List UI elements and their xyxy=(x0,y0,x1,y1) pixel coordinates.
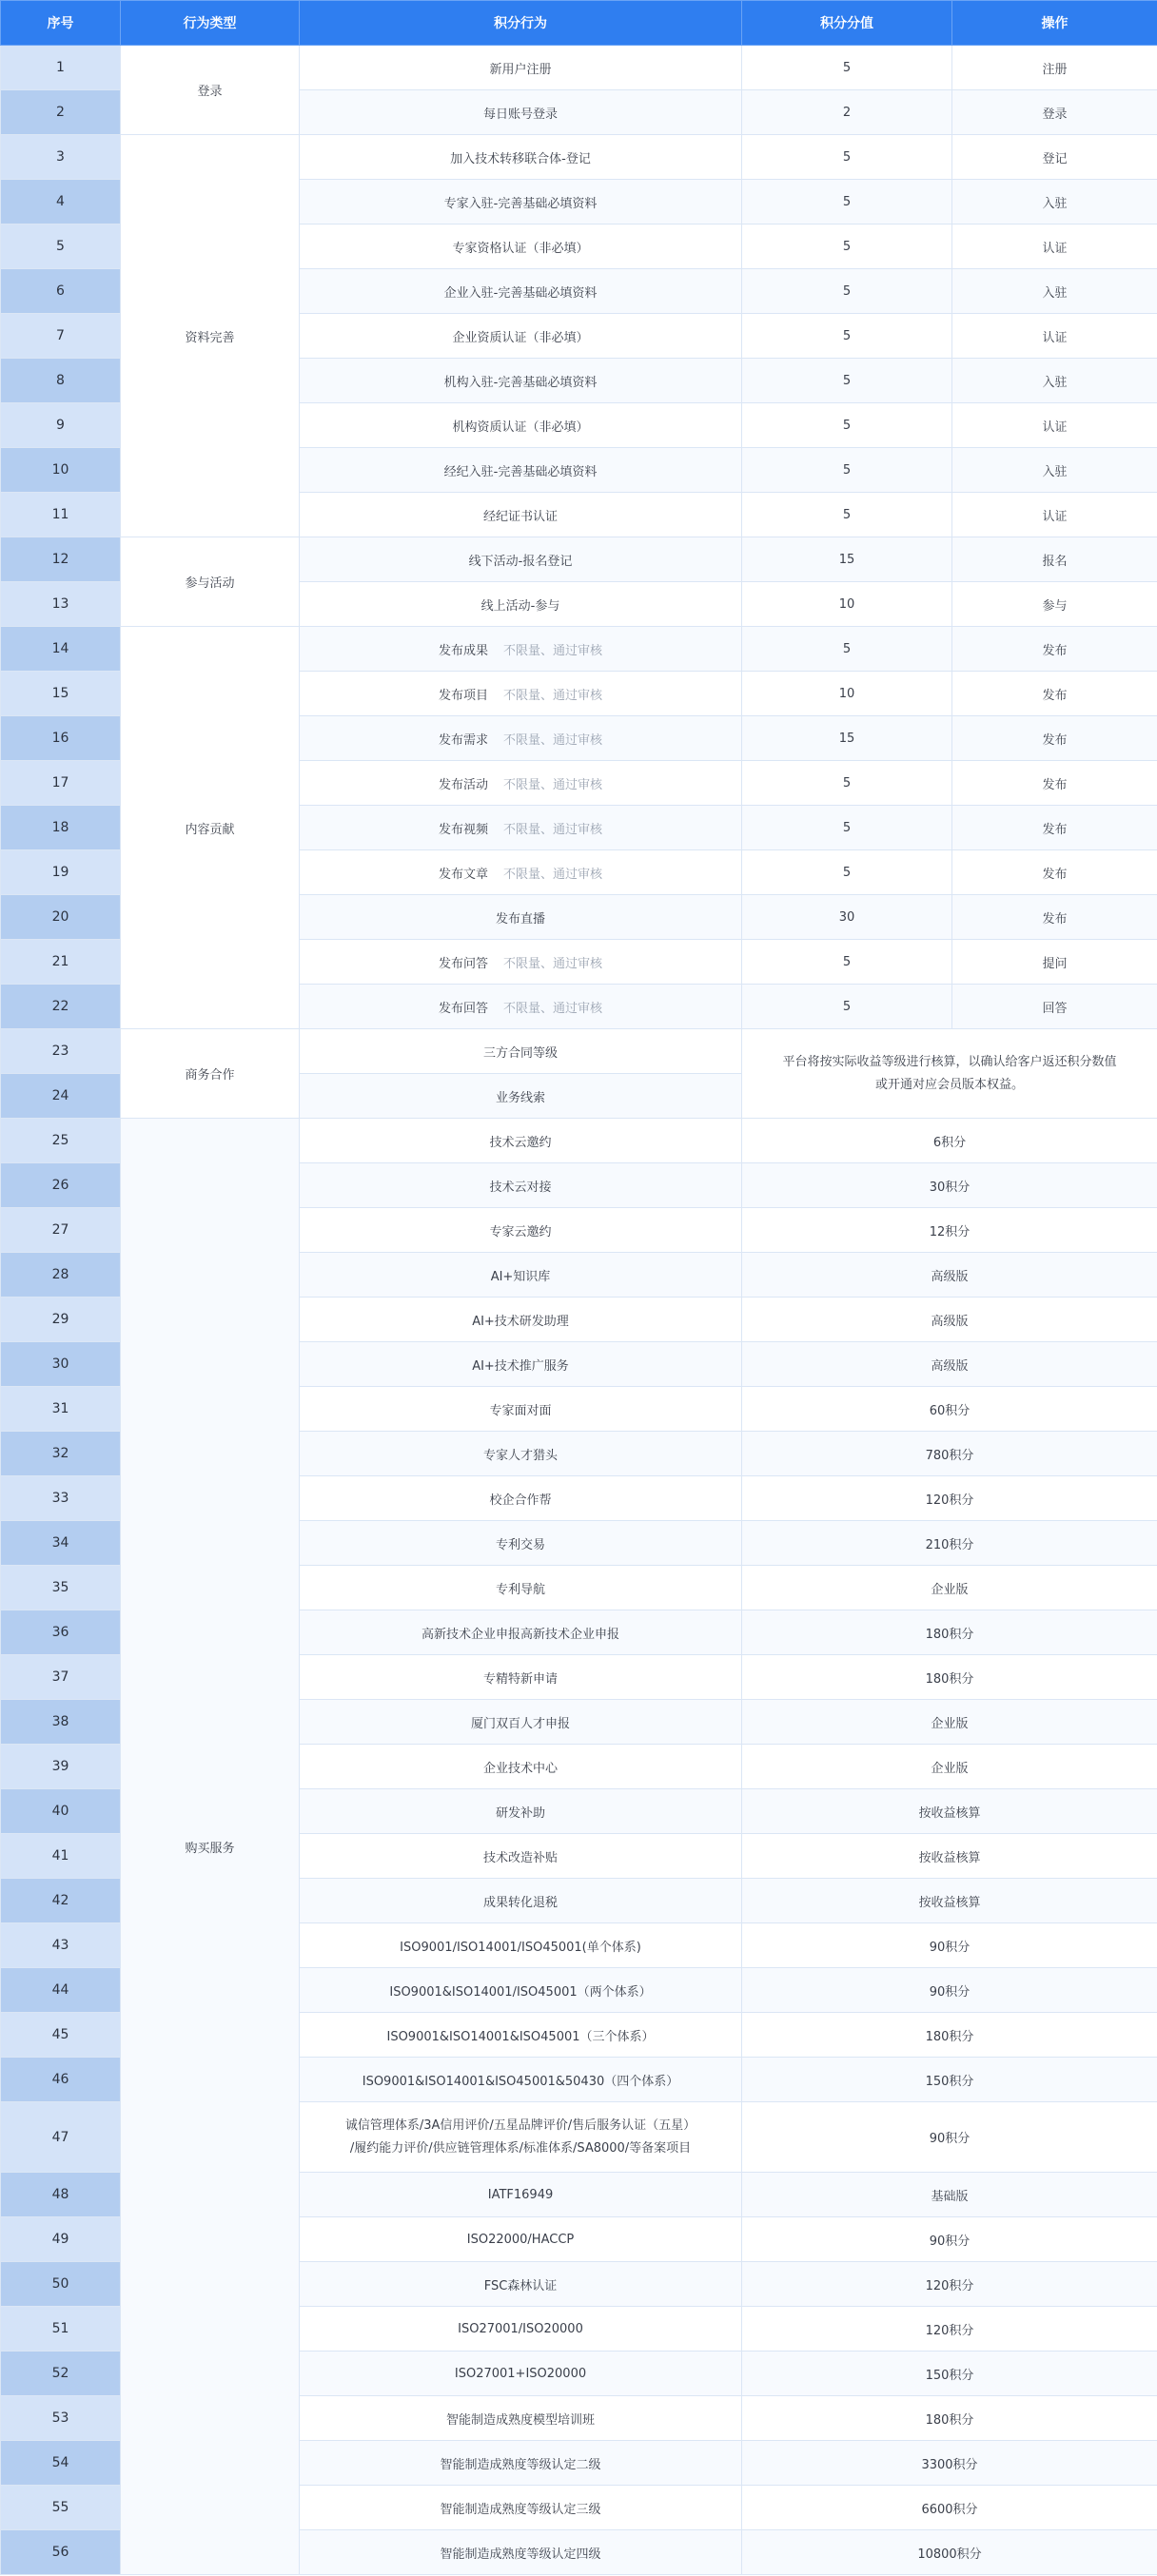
row-index: 29 xyxy=(1,1298,121,1342)
value-cell: 企业版 xyxy=(742,1566,1157,1610)
row-index: 7 xyxy=(1,314,121,359)
action-note: 不限量、通过审核 xyxy=(503,732,603,748)
row-index: 21 xyxy=(1,940,121,985)
action-text: ISO9001&ISO14001&ISO45001&50430（四个体系） xyxy=(362,2074,679,2089)
value-cell: 5 xyxy=(742,493,952,537)
action-cell xyxy=(300,2013,742,2058)
operation-cell: 发布 xyxy=(952,806,1157,850)
value-cell: 15 xyxy=(742,716,952,761)
action-cell xyxy=(300,1834,742,1879)
value-cell: 2 xyxy=(742,90,952,135)
value-cell: 5 xyxy=(742,850,952,895)
action-text: 发布文章 xyxy=(438,867,488,882)
action-text: ISO9001&ISO14001/ISO45001（两个体系） xyxy=(389,1984,652,2000)
row-index: 35 xyxy=(1,1566,121,1610)
value-cell: 5 xyxy=(742,359,952,403)
row-index: 34 xyxy=(1,1521,121,1566)
action-text: 专利交易 xyxy=(495,1537,545,1552)
row-index: 17 xyxy=(1,761,121,806)
action-text: ISO22000/HACCP xyxy=(466,2232,575,2247)
row-index: 39 xyxy=(1,1745,121,1789)
action-cell xyxy=(300,46,742,90)
value-cell: 60积分 xyxy=(742,1387,1157,1432)
action-text: 机构入驻-完善基础必填资料 xyxy=(443,375,598,390)
action-cell xyxy=(300,2262,742,2307)
value-cell: 5 xyxy=(742,806,952,850)
header-operation: 操作 xyxy=(952,1,1157,46)
value-cell: 企业版 xyxy=(742,1745,1157,1789)
action-cell xyxy=(300,2217,742,2262)
value-cell: 30积分 xyxy=(742,1163,1157,1208)
row-index: 18 xyxy=(1,806,121,850)
action-cell xyxy=(300,1789,742,1834)
operation-cell: 回答 xyxy=(952,985,1157,1029)
action-text: 发布活动 xyxy=(438,777,488,792)
operation-cell: 登录 xyxy=(952,90,1157,135)
action-cell xyxy=(300,224,742,269)
header-action: 积分行为 xyxy=(300,1,742,46)
action-text: AI+技术推广服务 xyxy=(472,1358,569,1374)
action-text: 企业入驻-完善基础必填资料 xyxy=(443,285,598,301)
action-text: 智能制造成熟度等级认定三级 xyxy=(440,2502,601,2517)
action-note: 不限量、通过审核 xyxy=(503,688,603,703)
row-index: 36 xyxy=(1,1610,121,1655)
row-index: 3 xyxy=(1,135,121,180)
action-cell xyxy=(300,359,742,403)
row-index: 43 xyxy=(1,1923,121,1968)
operation-cell: 入驻 xyxy=(952,359,1157,403)
row-index: 26 xyxy=(1,1163,121,1208)
row-index: 40 xyxy=(1,1789,121,1834)
row-index: 27 xyxy=(1,1208,121,1253)
row-index: 15 xyxy=(1,672,121,716)
value-cell: 180积分 xyxy=(742,2013,1157,2058)
action-cell xyxy=(300,90,742,135)
value-cell: 按收益核算 xyxy=(742,1879,1157,1923)
row-index: 14 xyxy=(1,627,121,672)
action-cell xyxy=(300,1566,742,1610)
action-cell xyxy=(300,1119,742,1163)
action-text: 发布问答 xyxy=(438,956,488,971)
value-cell: 5 xyxy=(742,448,952,493)
operation-cell: 参与 xyxy=(952,582,1157,627)
action-cell xyxy=(300,2441,742,2486)
value-cell: 按收益核算 xyxy=(742,1789,1157,1834)
value-cell: 15 xyxy=(742,537,952,582)
action-cell xyxy=(300,2530,742,2575)
table-row xyxy=(1,537,1157,582)
row-index: 10 xyxy=(1,448,121,493)
action-text: ISO27001/ISO20000 xyxy=(458,2321,583,2336)
value-cell: 基础版 xyxy=(742,2173,1157,2217)
row-index: 49 xyxy=(1,2217,121,2262)
action-text: 发布成果 xyxy=(438,643,488,658)
action-text: ISO9001/ISO14001/ISO45001(单个体系) xyxy=(400,1940,641,1955)
value-cell: 按收益核算 xyxy=(742,1834,1157,1879)
value-cell: 5 xyxy=(742,314,952,359)
action-cell xyxy=(300,1700,742,1745)
action-text: 企业技术中心 xyxy=(482,1761,558,1776)
row-index: 54 xyxy=(1,2441,121,2486)
header-value: 积分分值 xyxy=(742,1,952,46)
value-cell: 高级版 xyxy=(742,1298,1157,1342)
action-text: 发布回答 xyxy=(438,1001,488,1016)
action-cell xyxy=(300,2102,742,2173)
value-cell: 180积分 xyxy=(742,1610,1157,1655)
action-note: 不限量、通过审核 xyxy=(503,822,603,837)
action-text: 专家资格认证（非必填） xyxy=(452,241,589,256)
value-cell: 10 xyxy=(742,672,952,716)
operation-cell: 认证 xyxy=(952,314,1157,359)
row-index: 52 xyxy=(1,2352,121,2396)
action-cell xyxy=(300,582,742,627)
row-index: 41 xyxy=(1,1834,121,1879)
action-note: 不限量、通过审核 xyxy=(503,777,603,792)
value-cell: 5 xyxy=(742,985,952,1029)
operation-cell: 注册 xyxy=(952,46,1157,90)
action-cell xyxy=(300,1387,742,1432)
row-index: 31 xyxy=(1,1387,121,1432)
action-text: 专家人才猎头 xyxy=(482,1448,558,1463)
value-cell: 90积分 xyxy=(742,2102,1157,2173)
value-cell: 150积分 xyxy=(742,2352,1157,2396)
action-cell xyxy=(300,1342,742,1387)
action-text: 校企合作帮 xyxy=(489,1493,552,1508)
action-cell xyxy=(300,269,742,314)
value-cell: 企业版 xyxy=(742,1700,1157,1745)
action-cell xyxy=(300,135,742,180)
value-cell: 5 xyxy=(742,761,952,806)
action-text: 技术云邀约 xyxy=(489,1135,552,1150)
operation-cell: 入驻 xyxy=(952,180,1157,224)
action-cell xyxy=(300,180,742,224)
action-cell xyxy=(300,1208,742,1253)
action-text: ISO9001&ISO14001&ISO45001（三个体系） xyxy=(386,2029,655,2044)
action-text: 发布视频 xyxy=(438,822,488,837)
row-index: 4 xyxy=(1,180,121,224)
category-cell: 内容贡献 xyxy=(121,627,300,1029)
row-index: 30 xyxy=(1,1342,121,1387)
operation-cell: 发布 xyxy=(952,716,1157,761)
value-cell: 90积分 xyxy=(742,1968,1157,2013)
action-cell xyxy=(300,1074,742,1119)
category-cell: 登录 xyxy=(121,46,300,135)
action-text: 发布需求 xyxy=(438,732,488,748)
action-cell xyxy=(300,627,742,672)
action-cell xyxy=(300,403,742,448)
row-index: 45 xyxy=(1,2013,121,2058)
action-text: 专家面对面 xyxy=(489,1403,552,1418)
row-index: 32 xyxy=(1,1432,121,1476)
action-cell xyxy=(300,1476,742,1521)
action-cell xyxy=(300,985,742,1029)
value-cell: 5 xyxy=(742,46,952,90)
value-cell: 12积分 xyxy=(742,1208,1157,1253)
action-text: 专家入驻-完善基础必填资料 xyxy=(443,196,598,211)
action-text: ISO27001+ISO20000 xyxy=(454,2366,587,2381)
table-row xyxy=(1,135,1157,180)
action-text: 智能制造成熟度模型培训班 xyxy=(445,2412,595,2428)
action-text: 经纪证书认证 xyxy=(482,509,558,524)
operation-cell: 报名 xyxy=(952,537,1157,582)
row-index: 19 xyxy=(1,850,121,895)
operation-cell: 发布 xyxy=(952,672,1157,716)
row-index: 13 xyxy=(1,582,121,627)
operation-cell: 提问 xyxy=(952,940,1157,985)
row-index: 42 xyxy=(1,1879,121,1923)
value-cell: 120积分 xyxy=(742,2262,1157,2307)
row-index: 1 xyxy=(1,46,121,90)
action-cell xyxy=(300,1253,742,1298)
action-cell xyxy=(300,2486,742,2530)
table-row xyxy=(1,1029,1157,1074)
value-cell: 5 xyxy=(742,224,952,269)
action-text: 智能制造成熟度等级认定四级 xyxy=(440,2547,601,2562)
row-index: 28 xyxy=(1,1253,121,1298)
value-cell: 780积分 xyxy=(742,1432,1157,1476)
operation-cell: 认证 xyxy=(952,224,1157,269)
row-index: 8 xyxy=(1,359,121,403)
action-text: 技术改造补贴 xyxy=(482,1850,558,1865)
row-index: 25 xyxy=(1,1119,121,1163)
operation-cell: 发布 xyxy=(952,850,1157,895)
action-text: 成果转化退税 xyxy=(482,1895,558,1910)
value-cell: 5 xyxy=(742,180,952,224)
action-cell xyxy=(300,1163,742,1208)
operation-cell: 发布 xyxy=(952,627,1157,672)
action-note: 不限量、通过审核 xyxy=(503,956,603,971)
action-cell xyxy=(300,1879,742,1923)
value-cell: 150积分 xyxy=(742,2058,1157,2102)
row-index: 6 xyxy=(1,269,121,314)
action-cell xyxy=(300,2173,742,2217)
action-cell xyxy=(300,1432,742,1476)
operation-cell: 登记 xyxy=(952,135,1157,180)
action-note: 不限量、通过审核 xyxy=(503,643,603,658)
action-cell xyxy=(300,761,742,806)
action-cell xyxy=(300,1745,742,1789)
value-cell: 高级版 xyxy=(742,1253,1157,1298)
row-index: 55 xyxy=(1,2486,121,2530)
action-text: 新用户注册 xyxy=(489,62,552,77)
action-text: 业务线索 xyxy=(495,1090,545,1105)
action-note: 不限量、通过审核 xyxy=(503,1001,603,1016)
value-cell: 6600积分 xyxy=(742,2486,1157,2530)
action-cell xyxy=(300,2307,742,2352)
action-text: 专家云邀约 xyxy=(489,1224,552,1239)
action-text: 高新技术企业申报高新技术企业申报 xyxy=(421,1627,619,1642)
action-cell xyxy=(300,806,742,850)
action-text: 企业资质认证（非必填） xyxy=(452,330,589,345)
action-cell xyxy=(300,716,742,761)
value-cell: 5 xyxy=(742,627,952,672)
action-text: 经纪入驻-完善基础必填资料 xyxy=(443,464,598,479)
action-cell xyxy=(300,1521,742,1566)
action-cell xyxy=(300,1029,742,1074)
category-cell: 购买服务 xyxy=(121,1119,300,2575)
action-cell xyxy=(300,493,742,537)
value-cell: 180积分 xyxy=(742,1655,1157,1700)
category-cell: 商务合作 xyxy=(121,1029,300,1119)
action-cell xyxy=(300,537,742,582)
category-cell: 参与活动 xyxy=(121,537,300,627)
action-text: 发布项目 xyxy=(438,688,488,703)
action-cell xyxy=(300,850,742,895)
value-cell: 180积分 xyxy=(742,2396,1157,2441)
value-cell: 10800积分 xyxy=(742,2530,1157,2575)
row-index: 16 xyxy=(1,716,121,761)
table-row xyxy=(1,46,1157,90)
value-cell: 30 xyxy=(742,895,952,940)
action-text: 发布直播 xyxy=(495,911,545,927)
row-index: 51 xyxy=(1,2307,121,2352)
action-text-line: /履约能力评价/供应链管理体系/标准体系/SA8000/等备案项目 xyxy=(349,2140,692,2156)
table-body xyxy=(1,46,1157,2575)
action-cell xyxy=(300,940,742,985)
action-text: 线下活动-报名登记 xyxy=(468,554,573,569)
operation-cell: 认证 xyxy=(952,493,1157,537)
action-text: 技术云对接 xyxy=(489,1180,552,1195)
row-index: 5 xyxy=(1,224,121,269)
operation-cell: 入驻 xyxy=(952,269,1157,314)
action-cell xyxy=(300,314,742,359)
value-cell: 10 xyxy=(742,582,952,627)
operation-cell: 入驻 xyxy=(952,448,1157,493)
action-text: 智能制造成熟度等级认定二级 xyxy=(440,2457,601,2472)
action-text: 三方合同等级 xyxy=(482,1045,558,1061)
action-text: 机构资质认证（非必填） xyxy=(452,420,589,435)
action-text: 专利导航 xyxy=(495,1582,545,1597)
action-text: IATF16949 xyxy=(487,2187,554,2202)
value-cell: 5 xyxy=(742,269,952,314)
row-index: 22 xyxy=(1,985,121,1029)
value-cell: 6积分 xyxy=(742,1119,1157,1163)
operation-cell: 发布 xyxy=(952,895,1157,940)
action-cell xyxy=(300,1655,742,1700)
action-text-block xyxy=(345,2115,696,2160)
table-row xyxy=(1,1119,1157,1163)
row-index: 11 xyxy=(1,493,121,537)
value-cell: 90积分 xyxy=(742,1923,1157,1968)
value-cell: 3300积分 xyxy=(742,2441,1157,2486)
row-index: 53 xyxy=(1,2396,121,2441)
value-cell: 120积分 xyxy=(742,1476,1157,1521)
action-cell xyxy=(300,1610,742,1655)
action-cell xyxy=(300,672,742,716)
header-row xyxy=(1,1,1157,46)
merged-note-cell: 平台将按实际收益等级进行核算，以确认给客户返还积分数值或开通对应会员版本权益。 xyxy=(742,1029,1157,1119)
action-text: 加入技术转移联合体-登记 xyxy=(450,151,591,166)
action-cell xyxy=(300,1968,742,2013)
header-index: 序号 xyxy=(1,1,121,46)
action-cell xyxy=(300,2058,742,2102)
row-index: 23 xyxy=(1,1029,121,1074)
operation-cell: 发布 xyxy=(952,761,1157,806)
value-cell: 210积分 xyxy=(742,1521,1157,1566)
row-index: 47 xyxy=(1,2102,121,2173)
row-index: 33 xyxy=(1,1476,121,1521)
operation-cell: 认证 xyxy=(952,403,1157,448)
row-index: 12 xyxy=(1,537,121,582)
action-text: 线上活动-参与 xyxy=(480,598,560,614)
action-text: AI+知识库 xyxy=(490,1269,551,1284)
row-index: 38 xyxy=(1,1700,121,1745)
action-note: 不限量、通过审核 xyxy=(503,867,603,882)
action-cell xyxy=(300,448,742,493)
action-cell xyxy=(300,895,742,940)
action-cell xyxy=(300,1298,742,1342)
value-cell: 90积分 xyxy=(742,2217,1157,2262)
row-index: 24 xyxy=(1,1074,121,1119)
value-cell: 高级版 xyxy=(742,1342,1157,1387)
action-text-line: 诚信管理体系/3A信用评价/五星品牌评价/售后服务认证（五星） xyxy=(344,2117,696,2133)
row-index: 20 xyxy=(1,895,121,940)
table-row xyxy=(1,627,1157,672)
row-index: 46 xyxy=(1,2058,121,2102)
row-index: 44 xyxy=(1,1968,121,2013)
category-cell: 资料完善 xyxy=(121,135,300,537)
row-index: 56 xyxy=(1,2530,121,2575)
row-index: 50 xyxy=(1,2262,121,2307)
action-text: 每日账号登录 xyxy=(482,107,558,122)
action-cell xyxy=(300,1923,742,1968)
action-cell xyxy=(300,2396,742,2441)
header-category: 行为类型 xyxy=(121,1,300,46)
value-cell: 5 xyxy=(742,403,952,448)
action-text: FSC森林认证 xyxy=(483,2278,558,2293)
action-text: 研发补助 xyxy=(495,1805,545,1821)
action-text: AI+技术研发助理 xyxy=(472,1314,569,1329)
value-cell: 120积分 xyxy=(742,2307,1157,2352)
row-index: 2 xyxy=(1,90,121,135)
row-index: 9 xyxy=(1,403,121,448)
action-text: 专精特新申请 xyxy=(482,1671,558,1687)
value-cell: 5 xyxy=(742,135,952,180)
value-cell: 5 xyxy=(742,940,952,985)
action-text: 厦门双百人才申报 xyxy=(470,1716,570,1731)
row-index: 48 xyxy=(1,2173,121,2217)
action-cell xyxy=(300,2352,742,2396)
row-index: 37 xyxy=(1,1655,121,1700)
